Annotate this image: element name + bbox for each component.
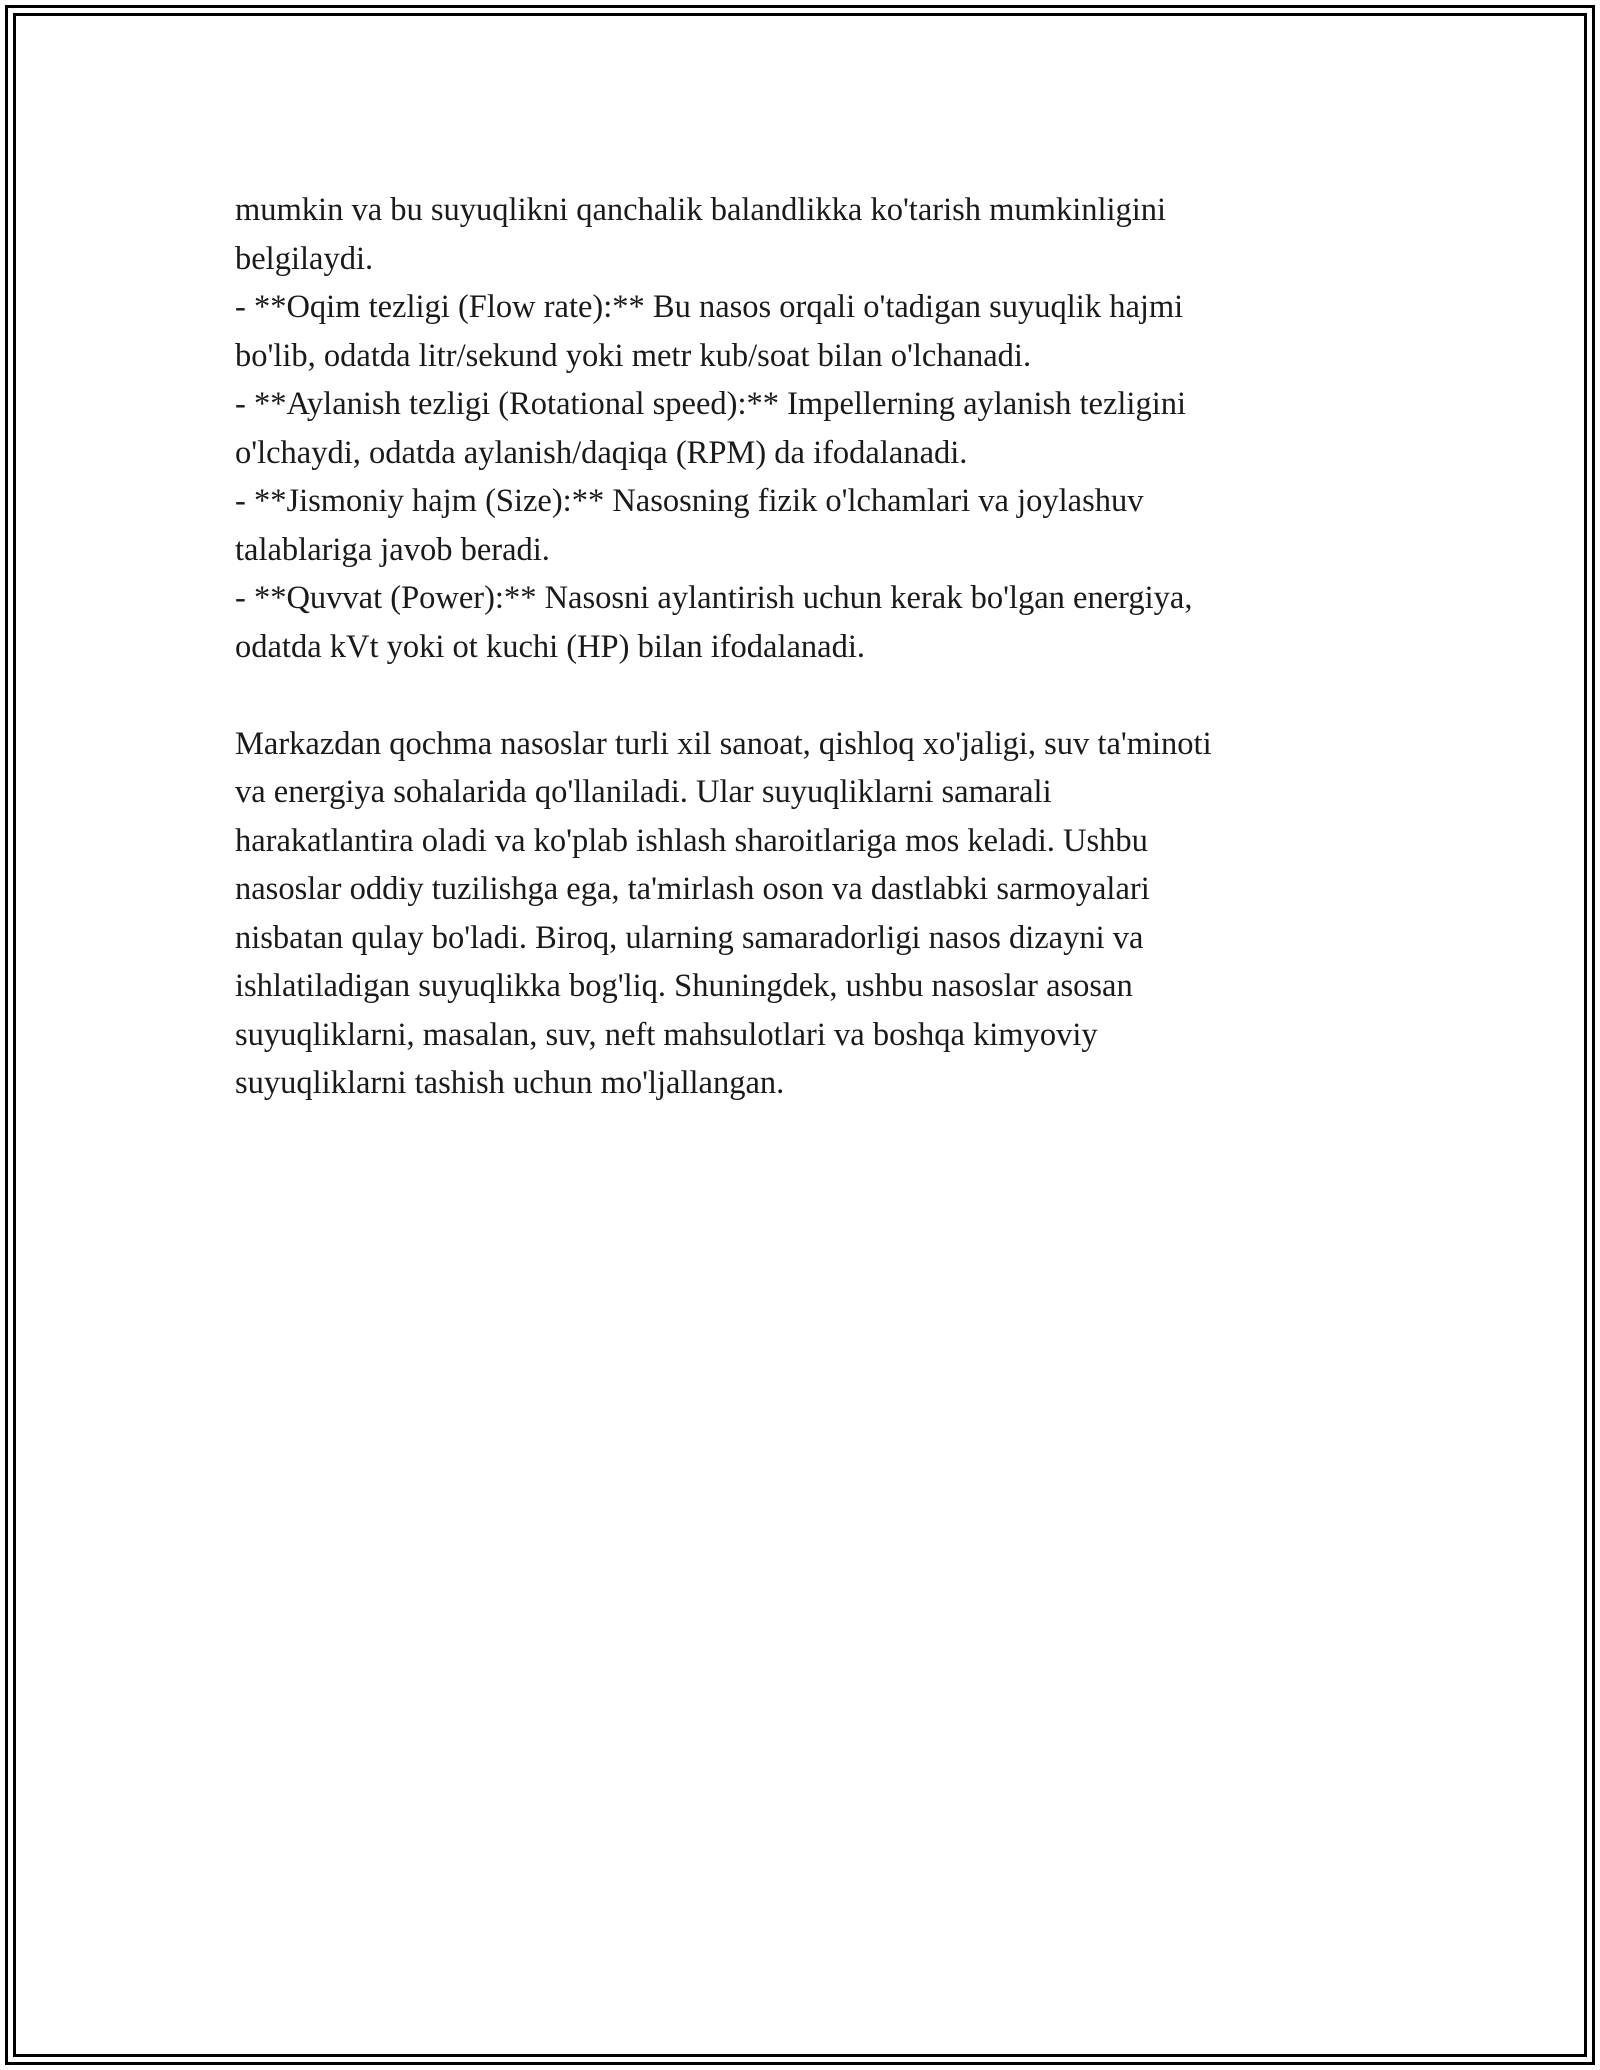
paragraph-applications <box>235 720 1365 1108</box>
paragraph-spacer <box>235 671 1365 720</box>
document-body <box>235 186 1365 1108</box>
text-line: o'lchaydi, odatda aylanish/daqiqa (RPM) da ifodalanadi. <box>235 434 968 471</box>
text-line: nasoslar oddiy tuzilishga ega, ta'mirlash oson va dastlabki sarmoyalari <box>235 871 1150 907</box>
text-line: bo'lib, odatda litr/sekund yoki metr kub/soat bilan o'lchanadi. <box>235 337 1032 374</box>
text-line: harakatlantira oladi va ko'plab ishlash sharoitlariga mos keladi. Ushbu <box>235 822 1148 859</box>
list-item-flow-rate: - **Oqim tezligi (Flow rate):** Bu nasos orqali o'tadigan suyuqlik hajmi <box>235 289 1184 325</box>
list-item-power: - **Quvvat (Power):** Nasosni aylantirish uchun kerak bo'lgan energiya, <box>235 580 1193 616</box>
text-line: belgilaydi. <box>235 240 374 277</box>
list-item-rotational-speed: - **Aylanish tezligi (Rotational speed):** Impellerning aylanish tezligini <box>235 386 1187 422</box>
text-line: mumkin va bu suyuqlikni qanchalik balandlikka ko'tarish mumkinligini <box>235 192 1167 228</box>
text-line: va energiya sohalarida qo'llaniladi. Ular suyuqliklarni samarali <box>235 774 1052 810</box>
list-item-size: - **Jismoniy hajm (Size):** Nasosning fizik o'lchamlari va joylashuv <box>235 483 1144 519</box>
text-line: Markazdan qochma nasoslar turli xil sanoat, qishloq xo'jaligi, suv ta'minoti <box>235 725 1212 762</box>
text-line: suyuqliklarni, masalan, suv, neft mahsulotlari va boshqa kimyoviy <box>235 1016 1098 1053</box>
text-line: talablariga javob beradi. <box>235 531 550 568</box>
text-line: nisbatan qulay bo'ladi. Biroq, ularning samaradorligi nasos dizayni va <box>235 919 1144 956</box>
text-line: odatda kVt yoki ot kuchi (HP) bilan ifodalanadi. <box>235 628 866 665</box>
text-line: ishlatiladigan suyuqlikka bog'liq. Shuningdek, ushbu nasoslar asosan <box>235 968 1133 1004</box>
paragraph-pump-parameters <box>235 186 1365 671</box>
text-line: suyuqliklarni tashish uchun mo'ljallangan. <box>235 1065 785 1101</box>
